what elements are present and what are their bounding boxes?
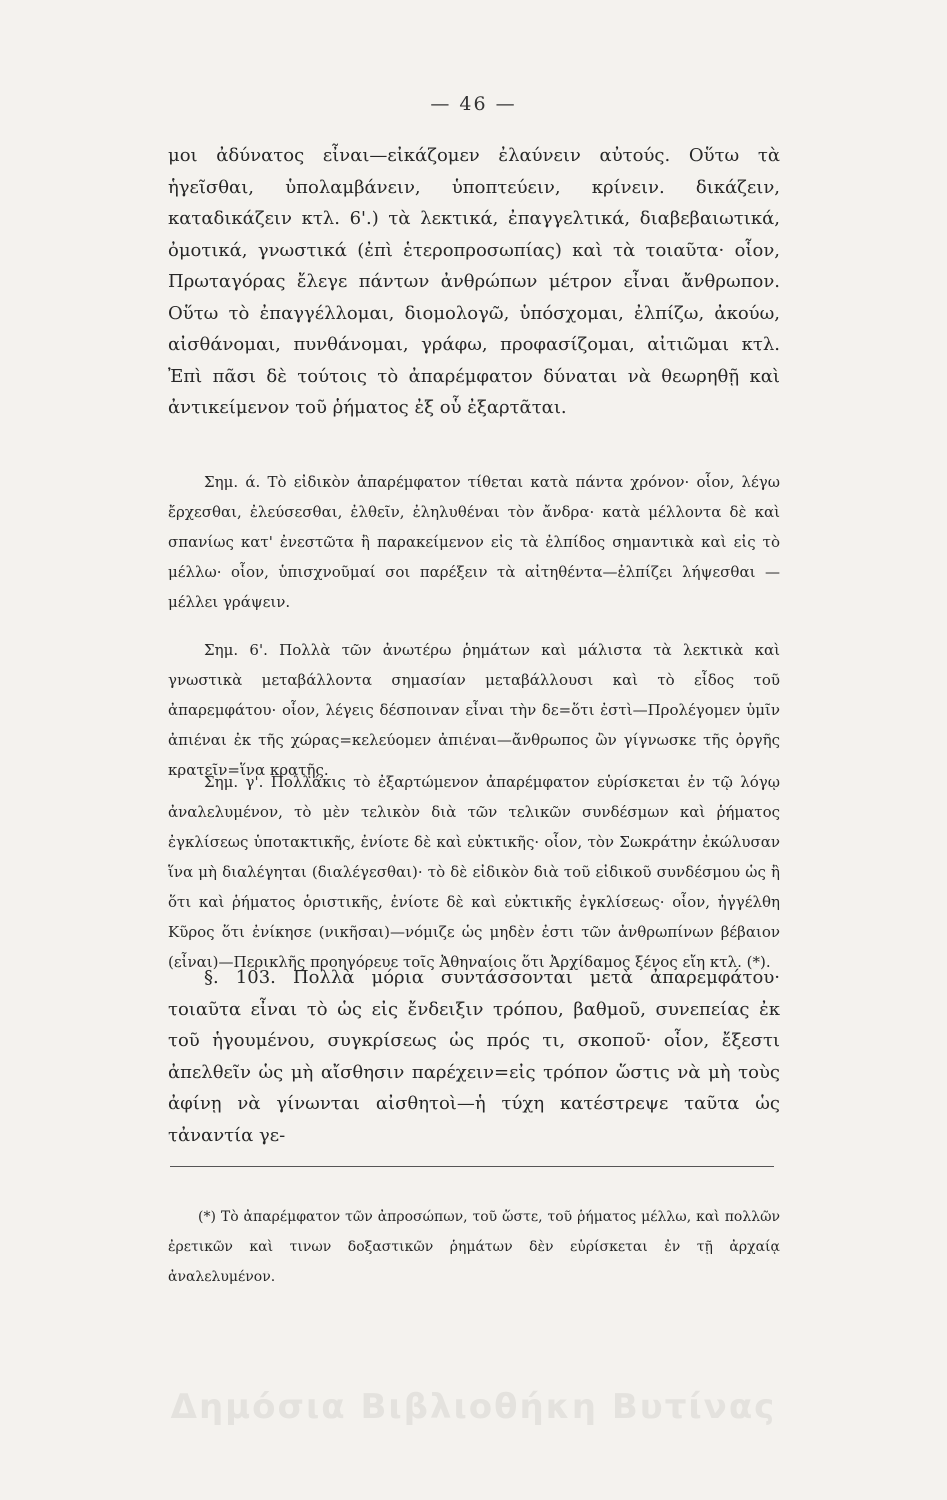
footnote <box>168 1202 780 1292</box>
section-103-text: §. 103. Πολλὰ μόρια συντάσσονται μετὰ ἀπαρεμφάτου· τοιαῦτα εἶναι τὸ ὡς εἰς ἔνδειξιν τρόπου, βαθμοῦ, συνεπείας ἐκ τοῦ ἡγουμένου, συγκρίσεως ὡς πρός τι, σκοποῦ· οἷον, ἔξεστι ἀπελθεῖν ὡς μὴ αἴσθησιν παρέχειν=εἰς τρόπον ὥστις νὰ μὴ τοὺς ἀφίνῃ νὰ γίνωνται αἰσθητοὶ—ἡ τύχη κατέστρεψε ταῦτα ὡς τἀναντία γε- <box>168 967 780 1146</box>
page-number: — 46 — <box>430 93 517 115</box>
note-1 <box>168 467 780 617</box>
section-103 <box>168 962 780 1151</box>
library-watermark: Δημόσια Βιβλιοθήκη Βυτίνας <box>170 1387 777 1427</box>
note-3 <box>168 767 780 977</box>
note-1-text: Σημ. ά. Τὸ εἰδικὸν ἀπαρέμφατον τίθεται κατὰ πάντα χρόνον· οἷον, λέγω ἔρχεσθαι, ἐλεύσεσθαι, ἐλθεῖν, ἐληλυθέναι τὸν ἄνδρα· κατὰ μέλλοντα δὲ καὶ σπανίως κατ' ἐνεστῶτα ἢ παρακείμενον εἰς τὰ ἐλπίδος σημαντικὰ καὶ εἰς τὸ μέλλω· οἷον, ὑπισχνοῦμαί σοι παρέξειν τὰ αἰτηθέντα—ἐλπίζει λήψεσθαι —μέλλει γράψειν. <box>168 473 780 611</box>
footnote-divider <box>170 1166 774 1167</box>
note-3-text: Σημ. γ'. Πολλάκις τὸ ἐξαρτώμενον ἀπαρέμφατον εὑρίσκεται ἐν τῷ λόγῳ ἀναλελυμένον, τὸ μὲν τελικὸν διὰ τῶν τελικῶν συνδέσμων καὶ ῥήματος ἐγκλίσεως ὑποτακτικῆς, ἐνίοτε δὲ καὶ εὐκτικῆς· οἷον, τὸν Σωκράτην ἐκώλυσαν ἵνα μὴ διαλέγηται (διαλέγεσθαι)· τὸ δὲ εἰδικὸν διὰ τοῦ εἰδικοῦ συνδέσμου ὡς ἢ ὅτι καὶ ῥήματος ὁριστικῆς, ἐνίοτε δὲ καὶ εὐκτικῆς ἐγκλίσεως· οἷον, ἠγγέλθη Κῦρος ὅτι ἐνίκησε (νικῆσαι)—νόμιζε ὡς μηδὲν ἐστι τῶν ἀνθρωπίνων βέβαιον (εἶναι)—Περικλῆς προηγόρευε τοῖς Ἀθηναίοις ὅτι Ἀρχίδαμος ξένος εἴη κτλ. (*). <box>168 773 780 971</box>
main-paragraph <box>168 140 780 424</box>
footnote-text: (*) Τὸ ἀπαρέμφατον τῶν ἀπροσώπων, τοῦ ὥστε, τοῦ ῥήματος μέλλω, καὶ πολλῶν ἐρετικῶν καὶ τινων δοξαστικῶν ῥημάτων δὲν εὑρίσκεται ἐν τῇ ἀρχαίᾳ ἀναλελυμένον. <box>168 1209 780 1285</box>
main-paragraph-text: μοι ἀδύνατος εἶναι—εἰκάζομεν ἐλαύνειν αὐτούς. Οὕτω τὰ ἡγεῖσθαι, ὑπολαμβάνειν, ὑποπτεύειν, κρίνειν. δικάζειν, καταδικάζειν κτλ. 6'.) τὰ λεκτικά, ἐπαγγελτικά, διαβεβαιωτικά, ὀμοτικά, γνωστικά (ἐπὶ ἑτεροπροσωπίας) καὶ τὰ τοιαῦτα· οἷον, Πρωταγόρας ἔλεγε πάντων ἀνθρώπων μέτρον εἶναι ἄνθρωπον. Οὕτω τὸ ἐπαγγέλλομαι, διομολογῶ, ὑπόσχομαι, ἐλπίζω, ἀκούω, αἰσθάνομαι, πυνθάνομαι, γράφω, προφασίζομαι, αἰτιῶμαι κτλ. Ἐπὶ πᾶσι δὲ τούτοις τὸ ἀπαρέμφατον δύναται νὰ θεωρηθῇ καὶ ἀντικείμενον τοῦ ῥήματος ἐξ οὗ ἐξαρτᾶται. <box>168 145 780 418</box>
note-2 <box>168 635 780 785</box>
note-2-text: Σημ. 6'. Πολλὰ τῶν ἀνωτέρω ῥημάτων καὶ μάλιστα τὰ λεκτικὰ καὶ γνωστικὰ μεταβάλλοντα σημασίαν μεταβάλλουσι καὶ τὸ εἶδος τοῦ ἀπαρεμφάτου· οἷον, λέγεις δέσποιναν εἶναι τὴν δε=ὅτι ἐστὶ—Προλέγομεν ὑμῖν ἀπιέναι ἐκ τῆς χώρας=κελεύομεν ἀπιέναι—ἄνθρωπος ὢν γίγνωσκε τῆς ὀργῆς κρατεῖν=ἵνα κρατῇς. <box>168 641 780 779</box>
